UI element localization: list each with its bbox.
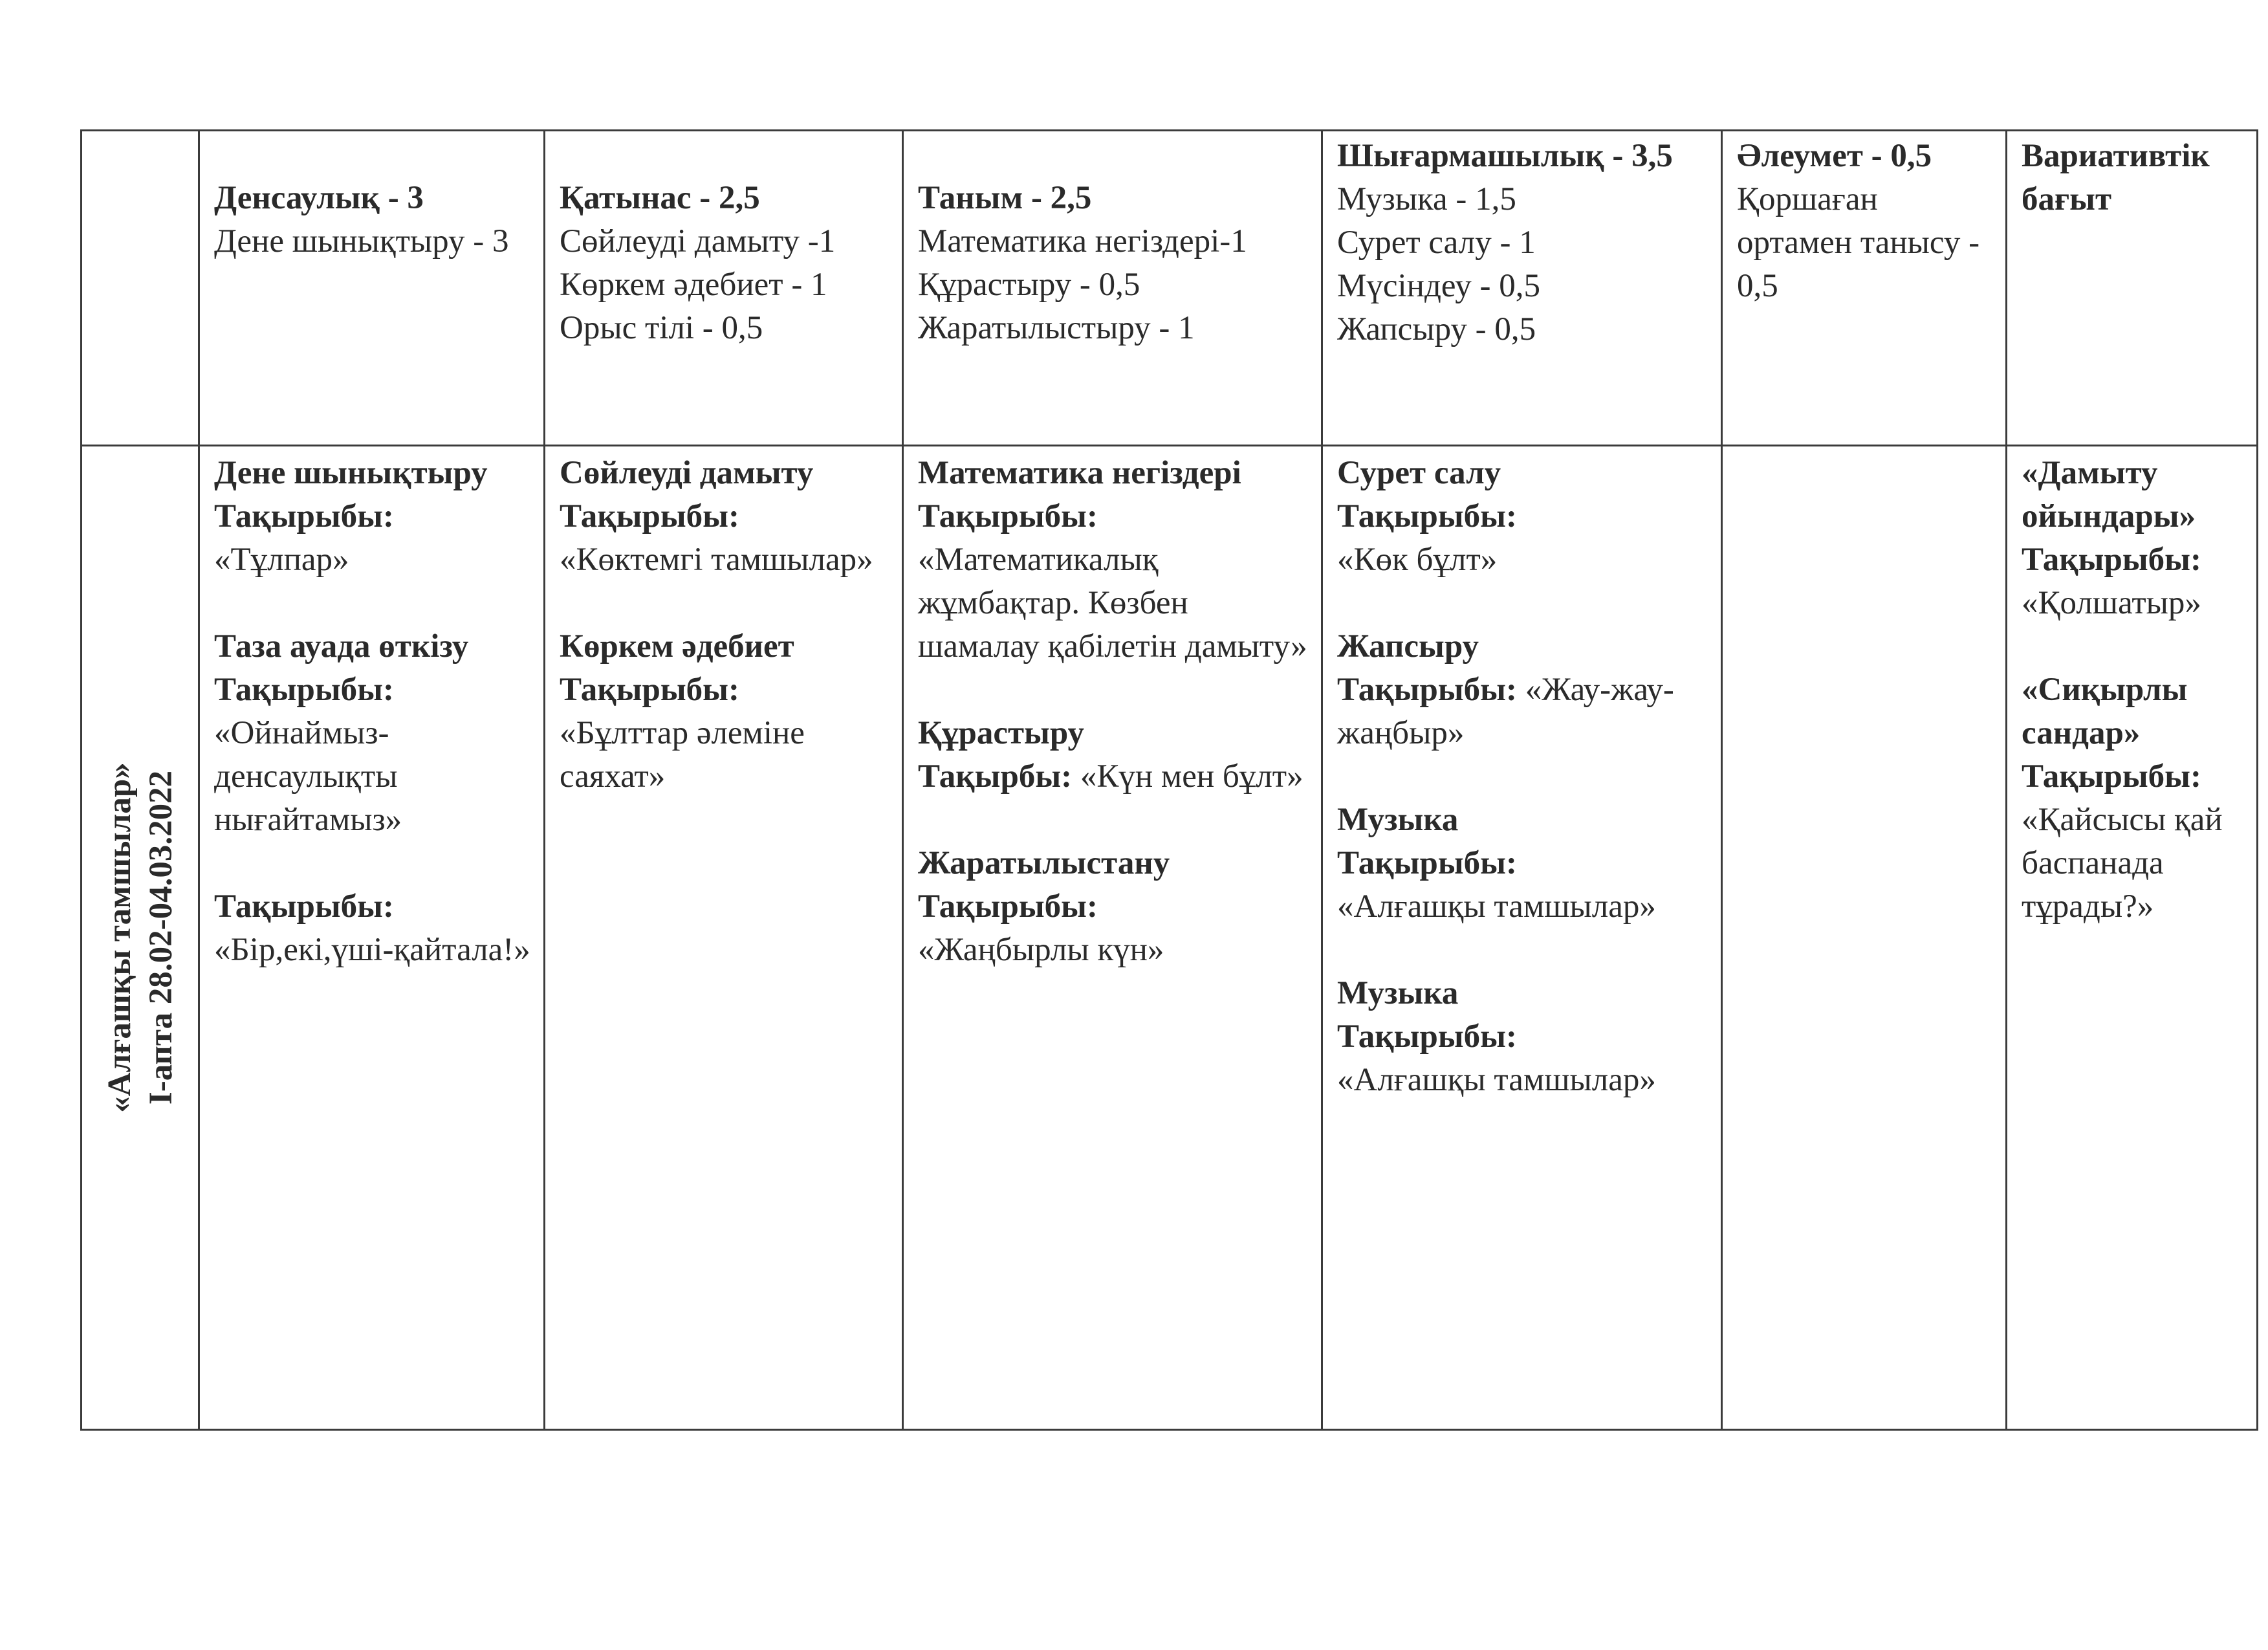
header-line: Дене шынықтыру - 3 bbox=[214, 223, 509, 259]
cell-communication bbox=[545, 446, 903, 1430]
topic-label: Тақырыбы: bbox=[1337, 1018, 1517, 1055]
topic-label: Тақырыбы: bbox=[2022, 542, 2201, 578]
header-corner-cell bbox=[82, 131, 199, 446]
header-title: Таным - 2,5 bbox=[918, 180, 1092, 216]
week-row bbox=[82, 446, 2258, 1430]
topic-label: Тақырыбы: bbox=[2022, 758, 2201, 795]
header-line: Математика негіздері-1 bbox=[918, 223, 1247, 259]
week-label bbox=[99, 762, 182, 1112]
header-creativity bbox=[1322, 131, 1722, 446]
topic-label: Тақырыбы: bbox=[918, 888, 1098, 925]
topic-label: Тақырыбы: bbox=[918, 498, 1098, 534]
header-title: Денсаулық - 3 bbox=[214, 180, 424, 216]
week-period: І-апта 28.02-04.03.2022 bbox=[142, 770, 179, 1105]
subject-name: Жаратылыстану bbox=[918, 845, 1170, 881]
subject-name: Сөйлеуді дамыту bbox=[560, 455, 814, 491]
cell-variative bbox=[2007, 446, 2258, 1430]
subject-name: «Сиқырлы сандар» bbox=[2022, 672, 2188, 751]
header-title: Әлеумет - 0,5 bbox=[1737, 138, 1932, 174]
header-line: Мүсіндеу - 0,5 bbox=[1337, 268, 1540, 304]
topic-line bbox=[1337, 668, 1710, 755]
header-line: Сурет салу - 1 bbox=[1337, 225, 1536, 261]
topic-label: Тақырыбы: bbox=[214, 672, 394, 708]
header-health bbox=[199, 131, 545, 446]
subject-name: Жапсыру bbox=[1337, 628, 1479, 665]
header-society bbox=[1722, 131, 2007, 446]
header-line: Қоршаған ортамен танысу - 0,5 bbox=[1737, 181, 1980, 304]
topic-text: «Бұлттар әлеміне саяхат» bbox=[560, 715, 805, 795]
subject-name: Дене шынықтыру bbox=[214, 455, 488, 491]
header-line: Көркем әдебиет - 1 bbox=[560, 267, 827, 303]
header-title: Вариативтік бағыт bbox=[2022, 138, 2210, 217]
topic-label: Тақырыбы: bbox=[560, 672, 739, 708]
cell-creativity bbox=[1322, 446, 1722, 1430]
topic-text: «Ойнаймыз-денсаулықты нығайтамыз» bbox=[214, 715, 402, 838]
weekly-plan-table bbox=[80, 129, 2258, 1431]
header-title: Қатынас - 2,5 bbox=[560, 180, 760, 216]
cell-society bbox=[1722, 446, 2007, 1430]
subject-name: Музыка bbox=[1337, 975, 1459, 1011]
topic-text: «Күн мен бұлт» bbox=[1080, 758, 1303, 795]
topic-text: «Көктемгі тамшылар» bbox=[560, 542, 873, 578]
header-cognition bbox=[903, 131, 1322, 446]
topic-label: Тақырыбы: bbox=[214, 888, 394, 925]
topic-text: «Көк бұлт» bbox=[1337, 542, 1498, 578]
topic-text: «Алғашқы тамшылар» bbox=[1337, 1062, 1656, 1098]
header-line: Жапсыру - 0,5 bbox=[1337, 311, 1536, 347]
subject-name: Көркем әдебиет bbox=[560, 628, 794, 665]
cell-health bbox=[199, 446, 545, 1430]
topic-text: «Жаңбырлы күн» bbox=[918, 932, 1164, 968]
subject-name: «Дамыту ойындары» bbox=[2022, 455, 2196, 534]
subject-name: Сурет салу bbox=[1337, 455, 1501, 491]
header-line: Орыс тілі - 0,5 bbox=[560, 310, 763, 346]
topic-text: «Бір,екі,үші-қайтала!» bbox=[214, 932, 530, 968]
topic-label: Тақырыбы: bbox=[1337, 498, 1517, 534]
topic-text: «Қайсысы қай баспанада тұрады?» bbox=[2022, 802, 2223, 925]
topic-text: «Алғашқы тамшылар» bbox=[1337, 888, 1656, 925]
topic-label: Тақырыбы: bbox=[1337, 672, 1517, 708]
header-title: Шығармашылық - 3,5 bbox=[1337, 138, 1673, 174]
topic-label: Тақырыбы: bbox=[560, 498, 739, 534]
week-theme: «Алғашқы тамшылар» bbox=[101, 762, 138, 1113]
header-line: Музыка - 1,5 bbox=[1337, 181, 1516, 217]
topic-label: Тақырыбы: bbox=[214, 498, 394, 534]
topic-text: «Қолшатыр» bbox=[2022, 585, 2201, 621]
subject-name: Таза ауада өткізу bbox=[214, 628, 469, 665]
topic-label: Тақырыбы: bbox=[1337, 845, 1517, 881]
topic-label: Тақырбы: bbox=[918, 758, 1073, 795]
subject-name: Математика негіздері bbox=[918, 455, 1241, 491]
header-variative bbox=[2007, 131, 2258, 446]
header-row bbox=[82, 131, 2258, 446]
cell-cognition bbox=[903, 446, 1322, 1430]
header-communication bbox=[545, 131, 903, 446]
topic-text: «Тұлпар» bbox=[214, 542, 349, 578]
header-line: Сөйлеуді дамыту -1 bbox=[560, 223, 836, 259]
topic-text: «Математикалық жұмбақтар. Көзбен шамалау қабілетін дамыту» bbox=[918, 542, 1307, 665]
week-label-cell bbox=[82, 446, 199, 1430]
topic-text: «Жау-жау-жаңбыр» bbox=[1337, 672, 1674, 751]
header-line: Құрастыру - 0,5 bbox=[918, 267, 1140, 303]
topic-line bbox=[918, 755, 1311, 798]
header-line: Жаратылыстыру - 1 bbox=[918, 310, 1195, 346]
subject-name: Музыка bbox=[1337, 802, 1459, 838]
subject-name: Құрастыру bbox=[918, 715, 1085, 751]
